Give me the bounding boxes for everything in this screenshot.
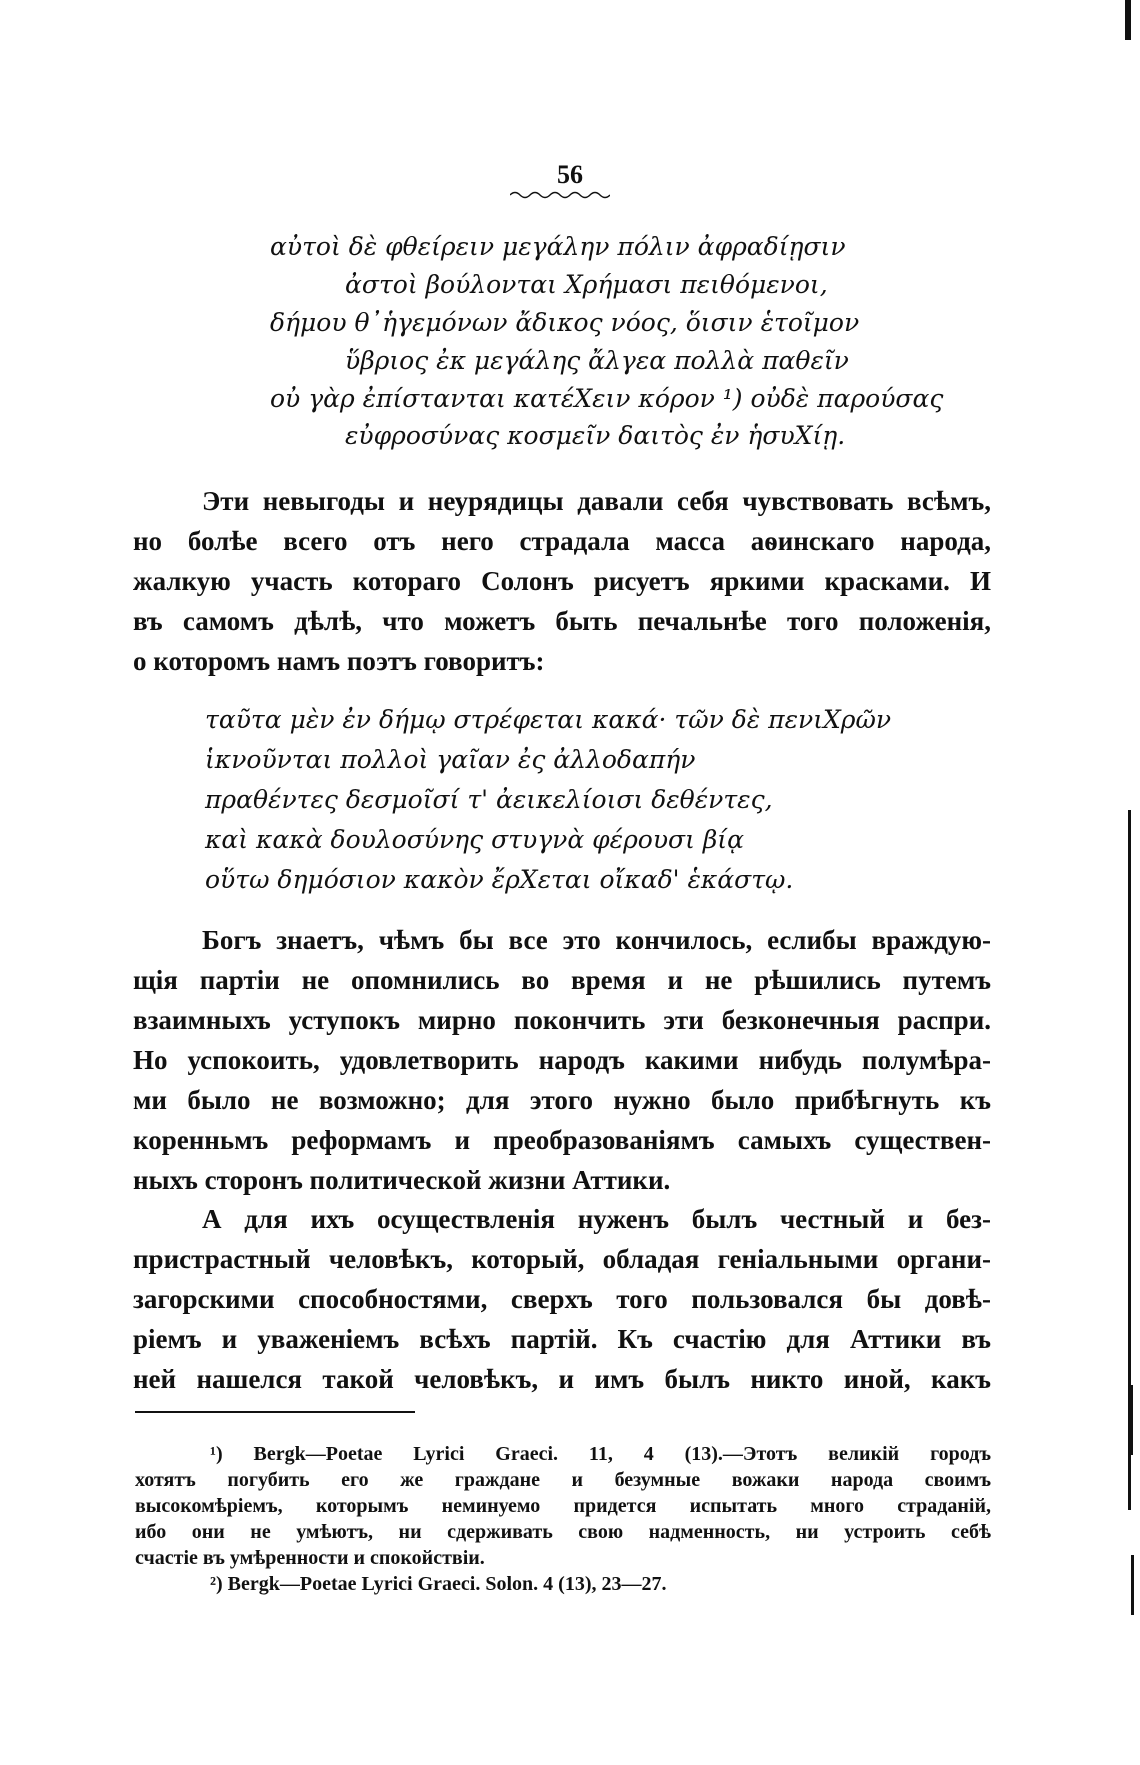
verse-line: ἱκνοῦνται πολλοὶ γαῖαν ἐς ἀλλοδαπήν (205, 745, 696, 774)
text-line: загорскими способностями, сверхъ того пользовался бы довѣ- (133, 1284, 991, 1314)
verse-line: πραθέντες δεσμοῖσί τ' ἀεικελίοισι δεθέντες, (205, 785, 773, 814)
greek-verse-2 (205, 700, 891, 900)
footnote-1: ¹) Bergk—Poetae Lyrici Graeci. 11, 4 (13).—Этотъ великій городъ (210, 1443, 991, 1465)
footnote-line: счастіе въ умѣренности и спокойствіи. (135, 1547, 485, 1569)
verse-line: ὕβριος ἐκ μεγάλης ἄλγεα πολλὰ παθεῖν (345, 346, 849, 375)
verse-line: ταῦτα μὲν ἐν δήμῳ στρέφεται κακά· τῶν δὲ πενιΧρῶν (205, 705, 892, 734)
verse-line: οὐ γὰρ ἐπίστανται κατέΧειν κόρον ¹) οὐδὲ παρούσας (270, 384, 944, 413)
text-line: но болѣе всего отъ него страдала масса аѳинскаго народа, (133, 526, 991, 556)
text-line: взаимныхъ уступокъ мирно покончить эти безконечныя распри. (133, 1005, 991, 1035)
footnote-line: высокомѣріемъ, которымъ неминуемо придется испытать много страданій, (135, 1495, 991, 1517)
text-line: въ самомъ дѣлѣ, что можетъ быть печальнѣе того положенія, (133, 606, 991, 636)
page-number: 56 (557, 160, 583, 189)
text-line: ріемъ и уваженіемъ всѣхъ партій. Къ счастію для Аттики въ (133, 1324, 991, 1354)
verse-line: εὐφροσύνας κοσμεῖν δαιτὸς ἐν ἡσυΧίῃ. (345, 421, 846, 450)
text-line: жалкую участь котораго Солонъ рисуетъ яркими красками. И (133, 566, 991, 596)
footnote-line: хотятъ погубить его же граждане и безумные вожаки народа своимъ (135, 1469, 991, 1491)
footnote-divider (135, 1411, 415, 1413)
text-line: А для ихъ осуществленія нуженъ былъ честный и без- (202, 1204, 991, 1234)
text-line: щія партіи не опомнились во время и не рѣшились путемъ (133, 965, 991, 995)
text-line: Эти невыгоды и неурядицы давали себя чувствовать всѣмъ, (202, 486, 991, 516)
verse-line: καὶ κακὰ δουλοσύνης στυγνὰ φέρουσι βίᾳ (205, 825, 744, 854)
footnotes (135, 1441, 991, 1597)
verse-line: αὐτοὶ δὲ φθείρειν μεγάλην πόλιν ἀφραδίῃσιν (270, 232, 846, 261)
text-line: о которомъ намъ поэтъ говоритъ: (133, 646, 545, 676)
page-number-ornament (510, 190, 610, 200)
verse-line: ἀστοὶ βούλονται Χρήμασι πειθόμενοι, (345, 270, 828, 299)
footnote-2: ²) Bergk—Poetae Lyrici Graeci. Solon. 4 (13), 23—27. (210, 1573, 667, 1595)
text-line: коренньмъ реформамъ и преобразованіямъ самыхъ существен- (133, 1125, 991, 1155)
scan-edge-mark (1125, 0, 1131, 40)
paragraph-1 (133, 481, 991, 681)
paragraph-3 (133, 1199, 991, 1399)
paragraph-2 (133, 920, 991, 1200)
text-line: ней нашелся такой человѣкъ, и имъ былъ никто иной, какъ (133, 1364, 991, 1394)
verse-line: δήμου θ᾽ἡγεμόνων ἄδικος νόος, ὅισιν ἑτοῖμον (270, 308, 860, 337)
text-line: ныхъ сторонъ политической жизни Аттики. (133, 1165, 671, 1195)
text-line: Но успокоить, удовлетворить народъ какими нибудь полумѣра- (133, 1045, 991, 1075)
text-line: Богъ знаетъ, чѣмъ бы все это кончилось, еслибы враждую- (202, 925, 991, 955)
text-line: ми было не возможно; для этого нужно было прибѣгнуть къ (133, 1085, 991, 1115)
scan-edge-mark (1130, 1385, 1133, 1455)
footnote-line: ибо они не умѣютъ, ни сдерживать свою надменность, ни устроить себѣ (135, 1521, 991, 1543)
verse-line: οὕτω δημόσιον κακὸν ἔρΧεται οἴκαδ' ἑκάστῳ. (205, 865, 794, 894)
scan-edge-mark (1131, 1555, 1134, 1615)
text-line: пристрастный человѣкъ, который, обладая геніальными органи- (133, 1244, 991, 1274)
